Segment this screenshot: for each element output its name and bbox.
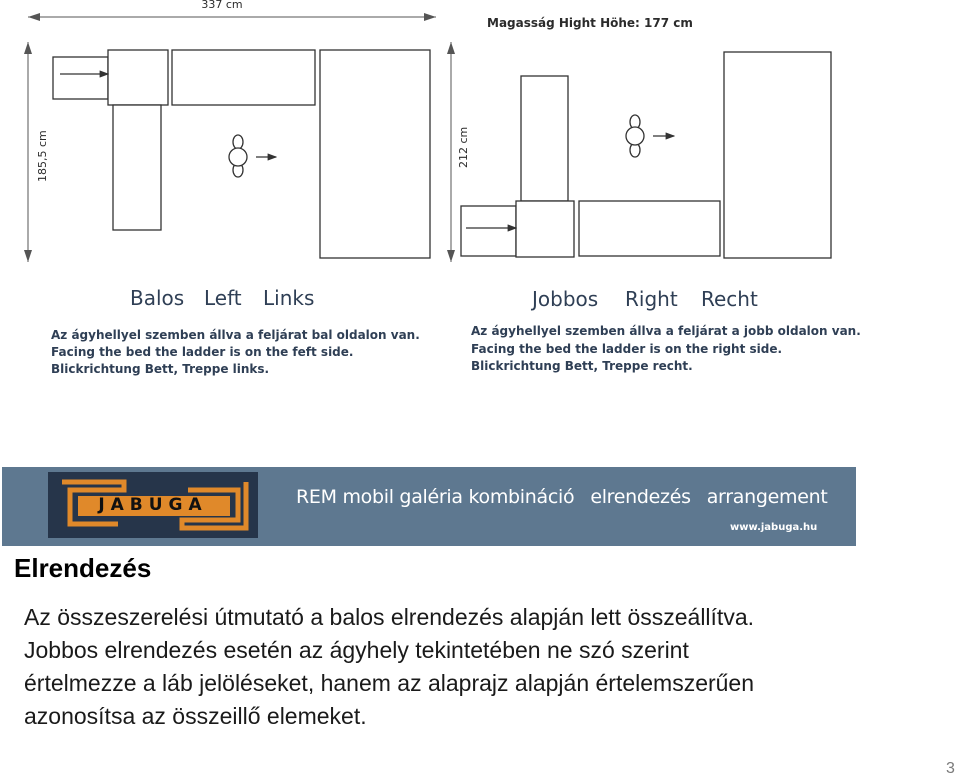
right-bottom-shelf bbox=[579, 201, 720, 256]
left-ladder-box bbox=[53, 57, 108, 99]
left-description-line-3: Blickrichtung Bett, Treppe links. bbox=[51, 362, 270, 376]
left-depth-arrow-bottom-icon bbox=[24, 250, 32, 262]
width-arrow-left-icon bbox=[28, 13, 40, 21]
right-depth-arrow-top-icon bbox=[447, 42, 455, 54]
right-description-line-3: Blickrichtung Bett, Treppe recht. bbox=[471, 359, 693, 373]
right-ladder-box bbox=[461, 206, 516, 256]
banner-title-part-3: arrangement bbox=[706, 486, 828, 508]
paragraph-line-4: azonosítsa az összeillő elemeket. bbox=[24, 703, 367, 729]
left-vertical-shelf bbox=[113, 105, 161, 230]
left-depth-arrow-top-icon bbox=[24, 42, 32, 54]
width-arrow-right-icon bbox=[424, 13, 436, 21]
right-person-icon bbox=[626, 115, 644, 157]
paragraph-line-3: értelmezze a láb jelöléseket, hanem az alaprajz alapján értelemszerűen bbox=[24, 670, 755, 696]
width-label: 337 cm bbox=[201, 0, 243, 11]
left-corner-block bbox=[108, 50, 168, 105]
jabuga-banner bbox=[2, 467, 856, 546]
left-depth-label: 185,5 cm bbox=[36, 130, 49, 182]
left-bed bbox=[320, 50, 430, 258]
right-description-line-2: Facing the bed the ladder is on the right side. bbox=[471, 342, 783, 356]
jabuga-logo bbox=[48, 472, 258, 538]
left-title-left: Left bbox=[204, 286, 242, 310]
banner-title bbox=[296, 486, 843, 508]
right-depth-label: 212 cm bbox=[457, 126, 470, 168]
banner-title-part-2: elrendezés bbox=[590, 486, 691, 508]
paragraph-line-2: Jobbos elrendezés esetén az ágyhely tekintetében ne szó szerint bbox=[24, 637, 689, 663]
page-number: 3 bbox=[946, 760, 955, 777]
left-title-links: Links bbox=[263, 286, 315, 310]
right-title-jobbos: Jobbos bbox=[532, 287, 599, 311]
height-label: Magasság Hight Höhe: 177 cm bbox=[487, 16, 693, 30]
logo-text: JABUGA bbox=[98, 495, 208, 515]
paragraph-line-1: Az összeszerelési útmutató a balos elrendezés alapján lett összeállítva. bbox=[24, 604, 755, 630]
left-title-balos: Balos bbox=[130, 286, 185, 310]
right-layout-plan bbox=[461, 52, 831, 258]
banner-url: www.jabuga.hu bbox=[730, 522, 818, 533]
right-title-recht: Recht bbox=[701, 287, 758, 311]
left-person-icon bbox=[229, 135, 247, 177]
left-description-line-1: Az ágyhellyel szemben állva a feljárat bal oldalon van. bbox=[51, 328, 420, 342]
right-bed bbox=[724, 52, 831, 258]
right-title-right: Right bbox=[625, 287, 678, 311]
banner-title-part-1: REM mobil galéria kombináció bbox=[296, 486, 575, 508]
right-depth-arrow-bottom-icon bbox=[447, 250, 455, 262]
right-corner-block bbox=[516, 201, 574, 257]
right-description-line-1: Az ágyhellyel szemben állva a feljárat a jobb oldalon van. bbox=[471, 324, 861, 338]
section-heading: Elrendezés bbox=[14, 553, 152, 583]
instruction-paragraph bbox=[24, 601, 754, 733]
left-description-line-2: Facing the bed the ladder is on the feft side. bbox=[51, 345, 354, 359]
right-vertical-shelf bbox=[521, 76, 568, 201]
left-top-shelf bbox=[172, 50, 315, 105]
